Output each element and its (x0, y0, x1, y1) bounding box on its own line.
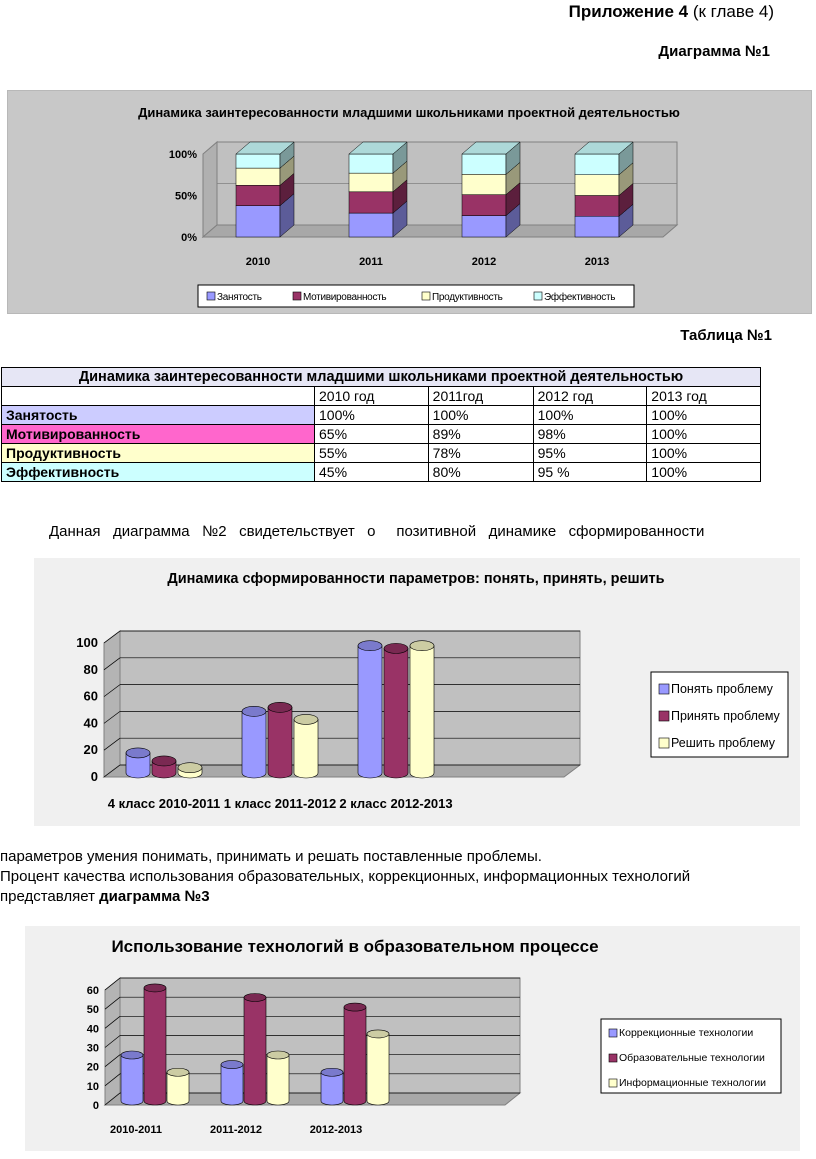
chart3-legend-swatch (609, 1029, 617, 1037)
table-row (2, 406, 761, 425)
table-cell: 89% (428, 425, 533, 444)
paragraph-2-bold: диаграмма №3 (99, 888, 210, 905)
row-label: Занятость (2, 406, 315, 425)
chart3-bar (367, 1034, 389, 1105)
chart1-legend-label: Мотивированность (303, 292, 387, 303)
chart3-bar (144, 988, 166, 1105)
table-cell: 95% (533, 444, 647, 463)
chart1-y-tick: 50% (174, 190, 197, 203)
chart1-bar-segment (349, 173, 393, 192)
paragraph-2-plain: представляет (0, 888, 100, 905)
chart1-x-tick: 2010 (245, 256, 271, 268)
chart2-bar (242, 711, 266, 778)
chart3-legend-label: Образовательные технологии (619, 1052, 765, 1064)
chart3-legend-label: Коррекционные технологии (619, 1027, 754, 1039)
chart3-bar-top (121, 1051, 143, 1059)
chart2-legend-label: Понять проблему (671, 682, 773, 696)
chart1-legend-swatch (422, 292, 430, 300)
chart2-side-wall (104, 631, 120, 777)
chart2-bar (358, 646, 382, 778)
table-cell: 100% (647, 463, 761, 482)
chart3-bar-top (244, 994, 266, 1002)
table-cell: 78% (428, 444, 533, 463)
chart3-y-tick: 50 (86, 1004, 99, 1017)
chart1-bar-segment (236, 206, 280, 237)
chart3-legend-label: Информационные технологии (619, 1077, 766, 1089)
chart2-bar-top (384, 643, 408, 653)
chart1-legend-swatch (293, 292, 301, 300)
chart1-legend-swatch (534, 292, 542, 300)
chart1-legend-label: Продуктивность (432, 292, 503, 303)
row-label: Мотивированность (2, 425, 315, 444)
chart1-bar-segment (236, 185, 280, 205)
chart2-y-tick: 60 (83, 688, 98, 704)
table-cell: 80% (428, 463, 533, 482)
table-header: 2012 год (533, 387, 647, 406)
chart2-bar (410, 646, 434, 778)
table-cell: 65% (315, 425, 429, 444)
chart2-bar-top (294, 714, 318, 724)
table-row (2, 463, 761, 482)
paragraph-2-line-3 (0, 887, 210, 907)
chart3-y-tick: 40 (86, 1023, 99, 1036)
chart3-bar-top (367, 1030, 389, 1038)
chart3-y-tick: 20 (86, 1061, 99, 1074)
table-header: 2013 год (647, 387, 761, 406)
chart2-x-tick: 1 класс 2011-2012 (223, 796, 337, 811)
chart2-x-tick: 4 класс 2010-2011 (107, 796, 221, 811)
chart1-bar-segment (349, 154, 393, 173)
chart3-y-tick: 30 (86, 1042, 99, 1055)
appendix-bold: Приложение 4 (568, 2, 689, 21)
chart3-bar-top (267, 1051, 289, 1059)
chart1-bar-segment (575, 175, 619, 196)
chart3-bar-top (321, 1068, 343, 1076)
chart3-bar-top (221, 1061, 243, 1069)
paragraph-2-line-1: параметров умения понимать, принимать и решать поставленные проблемы. (0, 848, 542, 865)
table-header-row (2, 387, 761, 406)
chart3-bar-top (167, 1068, 189, 1076)
table-cell: 55% (315, 444, 429, 463)
table-row (2, 425, 761, 444)
chart1-x-tick: 2012 (471, 256, 497, 268)
chart1-bar-segment (462, 216, 506, 237)
chart3-bar (244, 998, 266, 1106)
table-cell: 100% (647, 444, 761, 463)
chart1-panel (7, 90, 812, 314)
chart1-y-tick: 0% (181, 232, 197, 244)
chart2-y-tick: 80 (83, 661, 98, 677)
chart3-bar (267, 1055, 289, 1105)
row-label: Эффективность (2, 463, 315, 482)
table-cell: 100% (428, 406, 533, 425)
chart1-bar-segment (575, 216, 619, 237)
chart1-bar-segment (349, 213, 393, 237)
chart2-legend-label: Принять проблему (671, 709, 780, 723)
chart2-legend-label: Решить проблему (671, 736, 775, 750)
appendix-rest: (к главе 4) (688, 2, 774, 21)
chart2-y-tick: 0 (90, 769, 98, 784)
chart3-bar (221, 1065, 243, 1105)
table1-label: Таблица №1 (680, 327, 772, 344)
chart3-legend-swatch (609, 1079, 617, 1087)
table-row (2, 444, 761, 463)
chart1-y-tick: 100% (168, 149, 197, 161)
chart3-x-tick: 2010-2011 (110, 1124, 162, 1136)
chart1-title: Динамика заинтересованности младшими школьниками проектной деятельностью (138, 105, 680, 120)
paragraph-2-line-2: Процент качества использования образовательных, коррекционных, информационных технологий (0, 868, 691, 885)
table-cell: 100% (647, 425, 761, 444)
paragraph-1: Данная диаграмма №2 свидетельствует о позитивной динамике сформированности (49, 523, 705, 540)
table-header: 2011год (428, 387, 533, 406)
table1 (1, 367, 761, 482)
table-cell: 98% (533, 425, 647, 444)
chart3-bar (344, 1007, 366, 1105)
chart1-bar-segment (575, 196, 619, 217)
chart3-y-tick: 10 (86, 1080, 99, 1093)
table-header: 2010 год (315, 387, 429, 406)
table-corner (2, 387, 315, 406)
chart3-bar (321, 1072, 343, 1105)
chart3-x-tick: 2012-2013 (309, 1124, 363, 1136)
chart3-svg (25, 926, 800, 1151)
table-cell: 45% (315, 463, 429, 482)
chart2-bar-top (268, 702, 292, 712)
chart1-bar-segment (462, 195, 506, 216)
chart2-bar (268, 707, 292, 778)
chart2-legend-swatch (659, 711, 669, 721)
chart3-panel (25, 926, 800, 1151)
chart1-bar-segment (462, 154, 506, 174)
chart3-bar (121, 1055, 143, 1105)
chart1-bar-segment (236, 168, 280, 185)
chart3-title: Использование технологий в образовательном процессе (111, 937, 599, 956)
table-cell: 100% (647, 406, 761, 425)
chart2-y-tick: 20 (83, 742, 98, 758)
table-title-row (2, 368, 761, 387)
table-title: Динамика заинтересованности младшими школьниками проектной деятельностью (2, 368, 761, 387)
chart2-bar-top (358, 641, 382, 651)
chart2-legend-swatch (659, 684, 669, 694)
chart3-y-tick: 60 (86, 985, 99, 997)
diagram1-label: Диаграмма №1 (658, 43, 770, 60)
chart1-svg (8, 91, 811, 313)
chart2-panel (34, 558, 800, 826)
chart1-legend-label: Занятость (217, 292, 262, 303)
chart2-svg (34, 558, 800, 826)
chart2-x-tick: 2 класс 2012-2013 (339, 796, 453, 811)
chart2-bar (384, 648, 408, 778)
chart2-back-wall (120, 631, 580, 765)
chart3-bar-top (144, 984, 166, 992)
chart2-legend-swatch (659, 738, 669, 748)
chart2-title: Динамика сформированности параметров: понять, принять, решить (167, 571, 665, 587)
chart2-bar-top (152, 756, 176, 766)
appendix-heading (0, 2, 774, 22)
chart1-bar-segment (462, 174, 506, 194)
chart1-bar-segment (575, 154, 619, 175)
chart3-legend-swatch (609, 1054, 617, 1062)
chart1-bar-segment (349, 192, 393, 213)
chart2-bar (294, 719, 318, 778)
chart1-x-tick: 2011 (359, 256, 383, 268)
chart1-bar-segment (236, 154, 280, 168)
table-cell: 100% (315, 406, 429, 425)
chart2-bar-top (410, 641, 434, 651)
table-cell: 100% (533, 406, 647, 425)
row-label: Продуктивность (2, 444, 315, 463)
chart1-x-tick: 2013 (584, 256, 610, 268)
chart1-legend-swatch (207, 292, 215, 300)
chart2-bar-top (178, 763, 202, 773)
chart2-bar-top (242, 706, 266, 716)
chart1-side-wall (203, 142, 217, 237)
chart3-y-tick: 0 (92, 1100, 99, 1112)
chart3-x-tick: 2011-2012 (210, 1124, 262, 1136)
table-cell: 95 % (533, 463, 647, 482)
chart2-bar-top (126, 748, 150, 758)
chart3-bar (167, 1072, 189, 1105)
chart2-y-tick: 40 (83, 715, 98, 731)
chart1-legend-label: Эффективность (544, 292, 616, 303)
chart3-bar-top (344, 1003, 366, 1011)
chart2-y-tick: 100 (76, 635, 98, 650)
